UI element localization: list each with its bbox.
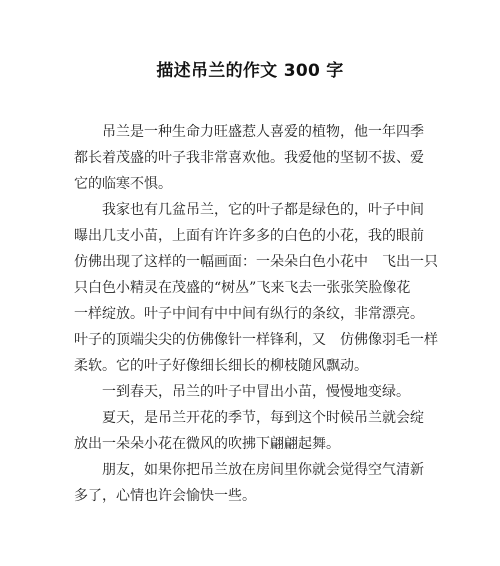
paragraph-2 <box>74 197 438 379</box>
text-line: 柔软。它的叶子好像细长细长的柳枝随风飘动。 <box>74 358 368 374</box>
text-line: 吊兰是一种生命力旺盛惹人喜爱的植物，他一年四季 <box>74 124 424 140</box>
text-line: 夏天，是吊兰开花的季节，每到这个时候吊兰就会绽 <box>74 410 424 426</box>
paragraph-3 <box>74 379 434 405</box>
paragraph-5 <box>74 457 434 509</box>
text-line: 朋友，如果你把吊兰放在房间里你就会觉得空气清新 <box>74 462 424 478</box>
text-line: 都长着茂盛的叶子我非常喜欢他。我爱他的坚韧不拔、爱 <box>74 150 424 166</box>
text-line: 它的临寒不惧。 <box>74 176 172 192</box>
paragraph-1 <box>74 119 434 197</box>
document-body <box>74 119 438 509</box>
document-title: 描述吊兰的作文 300 字 <box>156 61 344 81</box>
text-line: 一到春天，吊兰的叶子中冒出小苗，慢慢地变绿。 <box>74 384 410 400</box>
text-line: 我家也有几盆吊兰，它的叶子都是绿色的，叶子中间 <box>74 202 424 218</box>
text-line: 叶子的顶端尖尖的仿佛像针一样锋利，又 仿佛像羽毛一样 <box>74 332 438 348</box>
paragraph-4 <box>74 405 434 457</box>
text-line: 曝出几支小苗，上面有许许多多的白色的小花，我的眼前 <box>74 228 424 244</box>
text-line: 仿佛出现了这样的一幅画面：一朵朵白色小花中 飞出一只 <box>74 254 438 270</box>
text-line: 只白色小精灵在茂盛的“树丛”飞来飞去一张张笑脸像花 <box>74 280 411 296</box>
text-line: 放出一朵朵小花在微风的吹拂下翩翩起舞。 <box>74 436 340 452</box>
text-line: 一样绽放。叶子中间有中中间有纵行的条纹，非常漂亮。 <box>74 306 424 322</box>
text-line: 多了，心情也许会愉快一些。 <box>74 488 256 504</box>
